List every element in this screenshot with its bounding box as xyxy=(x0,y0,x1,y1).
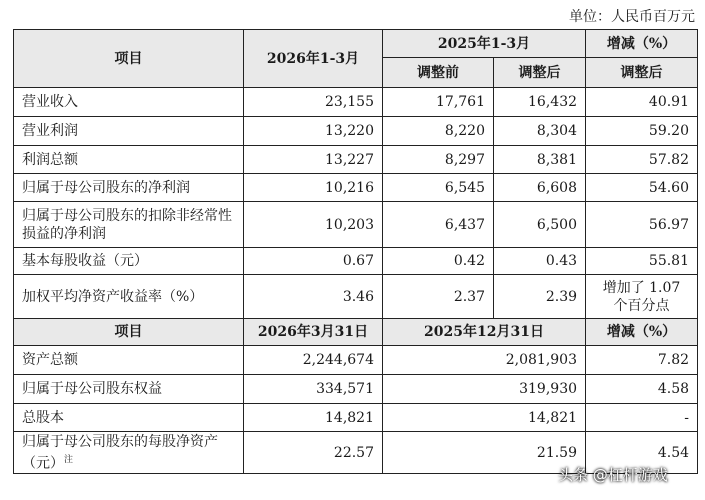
header-item: 项目 xyxy=(14,30,244,88)
cell-current: 13,227 xyxy=(244,146,383,174)
cell-current: 13,220 xyxy=(244,117,383,146)
row-label: 资产总额 xyxy=(14,346,244,375)
cell-prior: 14,821 xyxy=(383,404,586,432)
cell-before: 8,220 xyxy=(383,117,494,146)
table-row xyxy=(14,248,698,275)
cell-before: 8,297 xyxy=(383,146,494,174)
cell-after: 16,432 xyxy=(494,88,586,117)
cell-current: 14,821 xyxy=(244,404,383,432)
cell-change: - xyxy=(586,404,698,432)
header-change: 增减（%） xyxy=(586,30,698,58)
cell-after: 2.39 xyxy=(494,275,586,319)
row-label: 归属于母公司股东的扣除非经常性损益的净利润 xyxy=(14,202,244,248)
table-row xyxy=(14,275,698,319)
row-label: 归属于母公司股东权益 xyxy=(14,375,244,404)
cell-prior: 319,930 xyxy=(383,375,586,404)
cell-current: 0.67 xyxy=(244,248,383,275)
cell-change: 57.82 xyxy=(586,146,698,174)
table-row xyxy=(14,375,698,404)
cell-change: 4.54 xyxy=(586,432,698,474)
cell-before: 0.42 xyxy=(383,248,494,275)
cell-current: 3.46 xyxy=(244,275,383,319)
cell-current: 10,203 xyxy=(244,202,383,248)
header-after-adjustment: 调整后 xyxy=(494,58,586,88)
cell-before: 6,545 xyxy=(383,174,494,202)
table-row xyxy=(14,174,698,202)
row-label: 归属于母公司股东的净利润 xyxy=(14,174,244,202)
cell-change: 54.60 xyxy=(586,174,698,202)
cell-after: 6,608 xyxy=(494,174,586,202)
unit-label: 单位：人民币百万元 xyxy=(569,9,695,25)
cell-after: 8,304 xyxy=(494,117,586,146)
cell-after: 6,500 xyxy=(494,202,586,248)
row-label: 总股本 xyxy=(14,404,244,432)
cell-change: 增加了 1.07 个百分点 xyxy=(586,275,698,319)
header-change-2: 增减（%） xyxy=(586,319,698,346)
row-label: 基本每股收益（元） xyxy=(14,248,244,275)
cell-change: 40.91 xyxy=(586,88,698,117)
header-prior-period: 2025年1-3月 xyxy=(383,30,586,58)
row-label: 营业收入 xyxy=(14,88,244,117)
row-label-text: 归属于母公司股东的每股净资产（元） xyxy=(22,433,218,472)
cell-change: 4.58 xyxy=(586,375,698,404)
table-row xyxy=(14,117,698,146)
row-label: 加权平均净资产收益率（%） xyxy=(14,275,244,319)
header-before-adjustment: 调整前 xyxy=(383,58,494,88)
row-label: 利润总额 xyxy=(14,146,244,174)
cell-change: 55.81 xyxy=(586,248,698,275)
table-row xyxy=(14,88,698,117)
cell-prior: 2,081,903 xyxy=(383,346,586,375)
header-current-period: 2026年1-3月 xyxy=(244,30,383,88)
financial-table xyxy=(13,29,698,474)
cell-current: 334,571 xyxy=(244,375,383,404)
table-row xyxy=(14,202,698,248)
cell-after: 8,381 xyxy=(494,146,586,174)
watermark-text: 头条 @杠杆游戏 xyxy=(558,466,668,484)
cell-before: 2.37 xyxy=(383,275,494,319)
header-prior-date: 2025年12月31日 xyxy=(383,319,586,346)
cell-change: 59.20 xyxy=(586,117,698,146)
table-row xyxy=(14,404,698,432)
cell-current: 2,244,674 xyxy=(244,346,383,375)
cell-prior: 21.59 xyxy=(383,432,586,474)
cell-current: 10,216 xyxy=(244,174,383,202)
header-change-sub: 调整后 xyxy=(586,58,698,88)
cell-change: 7.82 xyxy=(586,346,698,375)
header-item-2: 项目 xyxy=(14,319,244,346)
footnote-marker: 注 xyxy=(64,454,74,465)
cell-current: 23,155 xyxy=(244,88,383,117)
cell-change: 56.97 xyxy=(586,202,698,248)
row-label: 营业利润 xyxy=(14,117,244,146)
cell-before: 17,761 xyxy=(383,88,494,117)
table-row xyxy=(14,346,698,375)
header-current-date: 2026年3月31日 xyxy=(244,319,383,346)
row-label xyxy=(14,432,244,474)
cell-current: 22.57 xyxy=(244,432,383,474)
cell-before: 6,437 xyxy=(383,202,494,248)
cell-after: 0.43 xyxy=(494,248,586,275)
table-row xyxy=(14,146,698,174)
